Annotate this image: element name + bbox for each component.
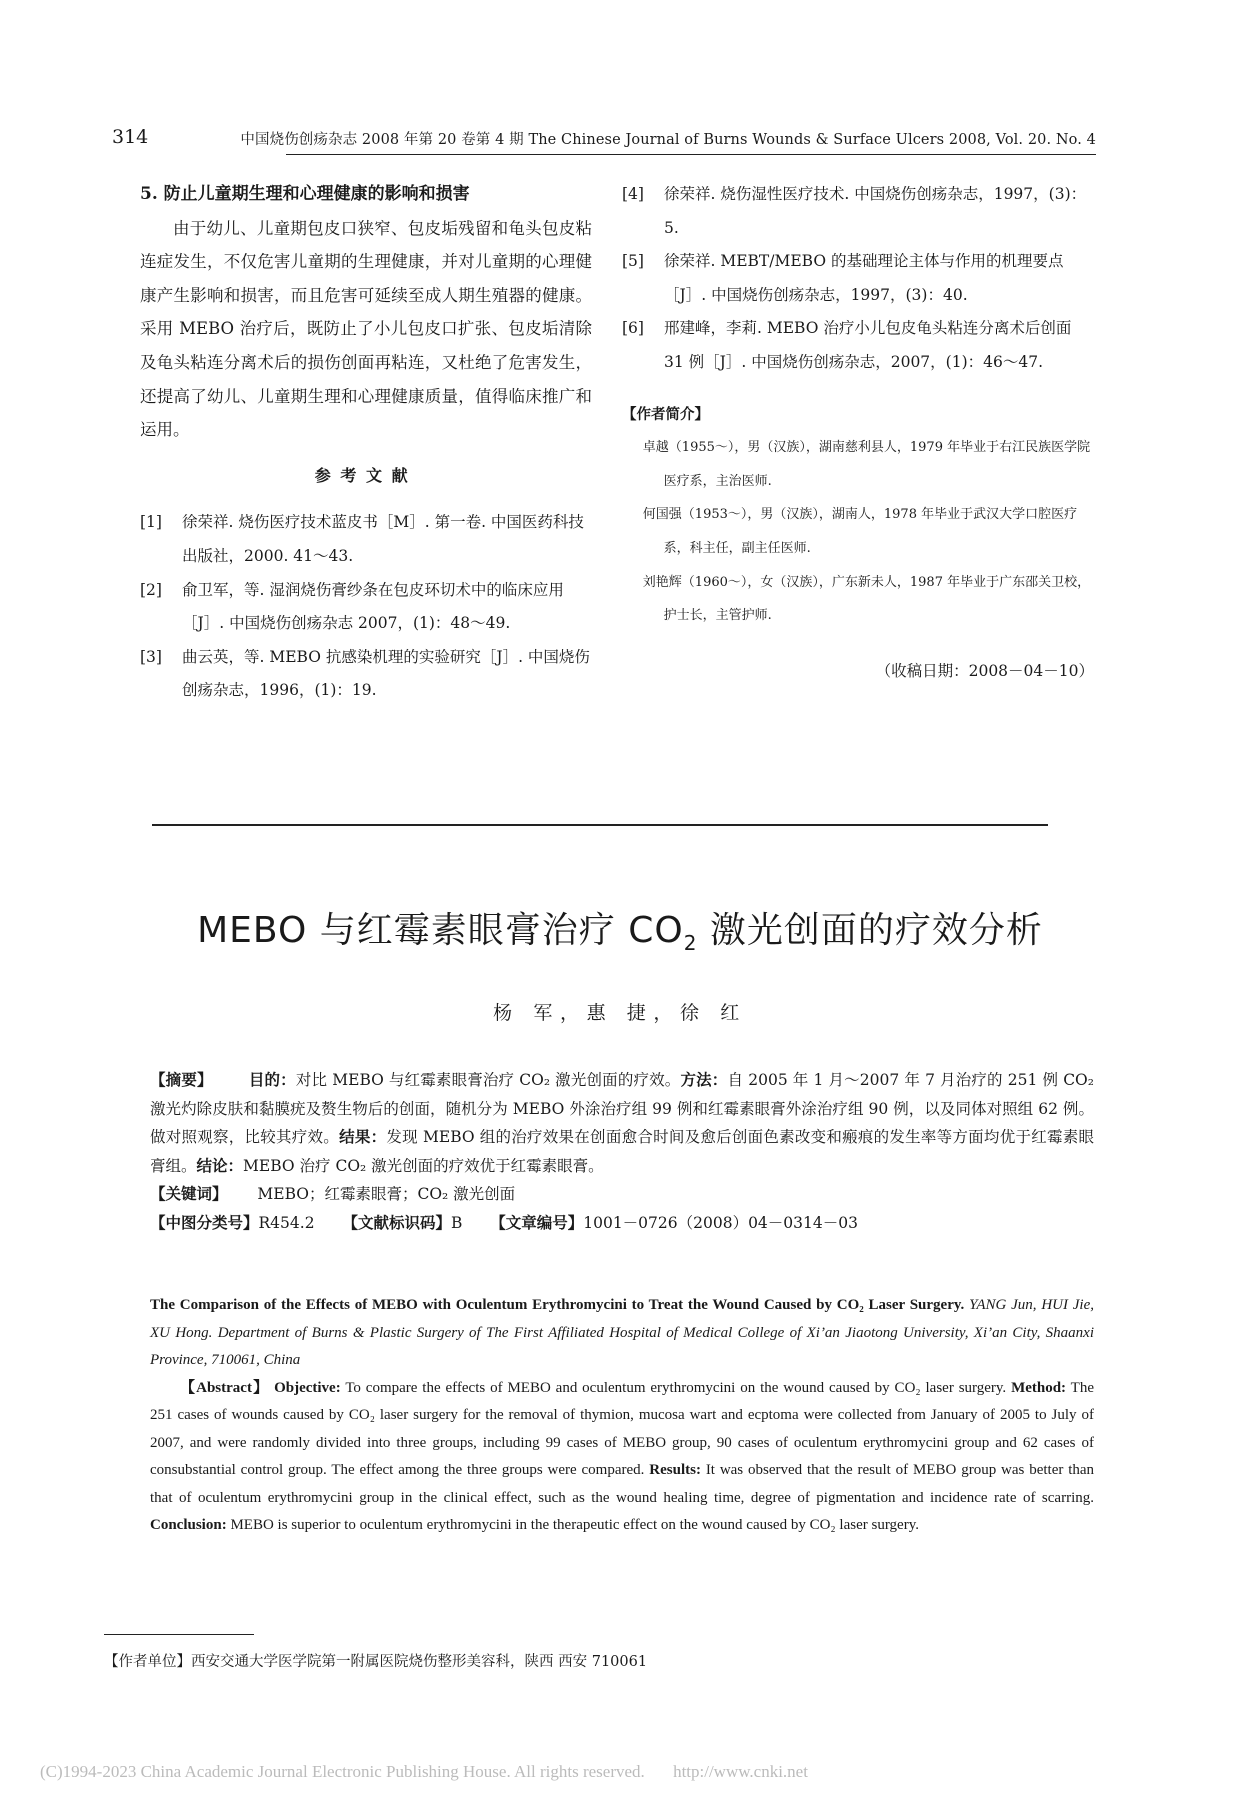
title-end: 激光创面的疗效分析 xyxy=(697,910,1043,951)
abstract-method-label: 方法： xyxy=(680,1070,728,1089)
english-authors-affiliation: YANG Jun, HUI Jie, XU Hong. Department of Burns & Plastic Surgery of The First Affiliated Hospital of Medical College of Xi’an Jiaotong University, Xi’an City, Shaanxi Province, 710061, China xyxy=(150,1297,1094,1368)
reference-text: 徐荣祥. 烧伤湿性医疗技术. 中国烧伤创疡杂志，1997，(3)：5. xyxy=(664,185,1087,237)
keywords-label: 【关键词】 xyxy=(150,1184,228,1204)
reference-number: [5] xyxy=(622,252,644,271)
keywords-text: MEBO；红霉素眼膏；CO₂ 激光创面 xyxy=(257,1185,516,1204)
reference-number: [2] xyxy=(140,580,162,599)
english-objective-label: Objective: xyxy=(274,1379,341,1396)
section-title: 5. 防止儿童期生理和心理健康的影响和损害 xyxy=(140,184,470,204)
reference-item xyxy=(622,312,1094,379)
reference-number: [3] xyxy=(140,647,162,666)
reference-item xyxy=(140,574,592,641)
abstract-conclusion-label: 结论： xyxy=(196,1155,244,1175)
received-date: （收稿日期：2008－04－10） xyxy=(875,661,1094,680)
clc-value: R454.2 xyxy=(258,1213,315,1232)
article-number-value: 1001－0726（2008）04－0314－03 xyxy=(583,1213,858,1232)
doc-code-value: B xyxy=(450,1213,463,1232)
right-column xyxy=(622,178,1094,688)
reference-text: 曲云英，等. MEBO 抗感染机理的实验研究［J］. 中国烧伤创疡杂志，1996，(1)：19. xyxy=(182,647,590,700)
english-conclusion-label: Conclusion: xyxy=(150,1517,227,1533)
abstract-en xyxy=(150,1292,1094,1540)
author-bio: 刘艳辉（1960～），女（汉族），广东新未人，1987 年毕业于广东邵关卫校，护士长，主管护师. xyxy=(642,574,1091,624)
reference-number: [4] xyxy=(622,185,644,203)
bio-list xyxy=(622,431,1094,633)
body-paragraph: 由于幼儿、儿童期包皮口狭窄、包皮垢残留和龟头包皮粘连症发生，不仅危害儿童期的生理健康，并对儿童期的心理健康产生影响和损害，而且危害可延续至成人期生殖器的健康。采用 MEBO 治疗后，既防止了小儿包皮口扩张、包皮垢清除及龟头粘连分离术后的损伤创面再粘连，又杜绝了危害发生，还提高了幼儿、儿童期生理和心理健康质量，值得临床推广和运用。 xyxy=(140,218,592,440)
page-footer xyxy=(0,1762,1240,1782)
author-bio: 卓越（1955～），男（汉族），湖南慈利县人，1979 年毕业于右江民族医学院医疗系，主治医师. xyxy=(642,440,1091,489)
footer-url[interactable]: http://www.cnki.net xyxy=(673,1762,808,1781)
author-affiliation: 【作者单位】西安交通大学医学院第一附属医院烧伤整形美容科，陕西 西安 710061 xyxy=(104,1654,648,1670)
abstract-results-label: 结果： xyxy=(339,1127,387,1147)
english-abstract-label: 【Abstract】 xyxy=(180,1379,270,1396)
abstract-conclusion: MEBO 治疗 CO₂ 激光创面的疗效优于红霉素眼膏。 xyxy=(243,1156,604,1175)
abstract-method: 自 2005 年 1 月～2007 年 7 月治疗的 251 例 CO₂ 激光灼除皮肤和黏膜疣及赘生物后的创面，随机分为 MEBO 外涂治疗组 99 例和红霉素眼膏外涂治疗组 90 例，以及同体对照组 62 例。做对照观察，比较其疗效。 xyxy=(150,1071,1094,1147)
reference-text: 俞卫军，等. 湿润烧伤膏纱条在包皮环切术中的临床应用［J］. 中国烧伤创疡杂志 2007，(1)：48～49. xyxy=(182,580,564,633)
reference-text: 邢建峰，李莉. MEBO 治疗小儿包皮龟头粘连分离术后创面 31 例［J］. 中国烧伤创疡杂志，2007，(1)：46～47. xyxy=(664,319,1072,371)
running-head: 中国烧伤创疡杂志 2008 年第 20 卷第 4 期 The Chinese Journal of Burns Wounds & Surface Ulcers 2008, Vol. 20. No. 4 xyxy=(240,132,1096,148)
english-title: The Comparison of the Effects of MEBO with Oculentum Erythromycini to Treat the Wound Caused by CO₂ Laser Surgery. xyxy=(150,1297,965,1313)
english-results: It was observed that the result of MEBO group was better than that of oculentum erythromycini group in the clinical effect, such as the wound healing time, degree of pigmentation and incidence rate of scarring. xyxy=(150,1462,1095,1506)
references-list-left xyxy=(140,506,592,708)
abstract-label: 【摘要】 xyxy=(150,1070,213,1089)
footnote-rule xyxy=(104,1634,254,1635)
reference-item xyxy=(622,178,1094,245)
references-heading: 参考文献 xyxy=(314,465,418,485)
english-results-label: Results: xyxy=(649,1462,701,1478)
doc-code-label: 【文献标识码】 xyxy=(342,1212,451,1232)
clc-label: 【中图分类号】 xyxy=(150,1212,259,1232)
references-list-right xyxy=(622,178,1094,380)
reference-text: 徐荣祥. 烧伤医疗技术蓝皮书［M］. 第一卷. 中国医药科技出版社，2000. 41～43. xyxy=(182,513,584,565)
left-column xyxy=(140,178,592,708)
article-authors: 杨 军，惠 捷，徐 红 xyxy=(493,1002,747,1024)
reference-number: [1] xyxy=(140,513,162,532)
reference-text: 徐荣祥. MEBT/MEBO 的基础理论主体与作用的机理要点［J］. 中国烧伤创疡杂志，1997，(3)：40. xyxy=(664,252,1064,304)
article-separator xyxy=(152,824,1048,826)
page-header xyxy=(112,126,1096,152)
reference-item xyxy=(140,641,592,708)
title-subscript: 2 xyxy=(683,931,698,956)
title-main: MEBO 与红霉素眼膏治疗 CO xyxy=(197,910,684,951)
bio-heading: 【作者简介】 xyxy=(622,405,709,423)
author-bio: 何国强（1953～），男（汉族），湖南人，1978 年毕业于武汉大学口腔医疗系，科主任，副主任医师. xyxy=(642,507,1078,556)
article-title xyxy=(0,902,1240,955)
article-number-label: 【文章编号】 xyxy=(490,1212,584,1232)
abstract-cn xyxy=(150,1066,1094,1238)
english-conclusion: MEBO is superior to oculentum erythromycini in the therapeutic effect on the wound caused by CO₂ laser surgery. xyxy=(230,1517,919,1533)
abstract-objective-label: 目的： xyxy=(248,1070,296,1089)
header-rule xyxy=(286,154,1096,155)
reference-item xyxy=(622,245,1094,312)
english-method-label: Method: xyxy=(1011,1379,1067,1396)
english-objective: To compare the effects of MEBO and oculentum erythromycini on the wound caused by CO₂ laser surgery. xyxy=(345,1379,1007,1396)
abstract-objective: 对比 MEBO 与红霉素眼膏治疗 CO₂ 激光创面的疗效。 xyxy=(295,1071,681,1089)
reference-item xyxy=(140,506,592,573)
abstract-results: 发现 MEBO 组的治疗效果在创面愈合时间及愈后创面色素改变和瘢痕的发生率等方面均优于红霉素眼膏组。 xyxy=(150,1128,1094,1175)
reference-number: [6] xyxy=(622,319,644,338)
page-number: 314 xyxy=(112,126,149,148)
copyright-notice: (C)1994-2023 China Academic Journal Electronic Publishing House. All rights reserved. xyxy=(40,1762,645,1781)
english-method: The 251 cases of wounds caused by CO₂ laser surgery for the removal of thymion, mucosa wart and ecptoma were collected from January of 2005 to July of 2007, and were randomly divided into three groups, including 99 cases of MEBO group, 90 cases of oculentum erythromycini group and 62 cases of consubstantial control group. The effect among the three groups were compared. xyxy=(150,1379,1094,1478)
